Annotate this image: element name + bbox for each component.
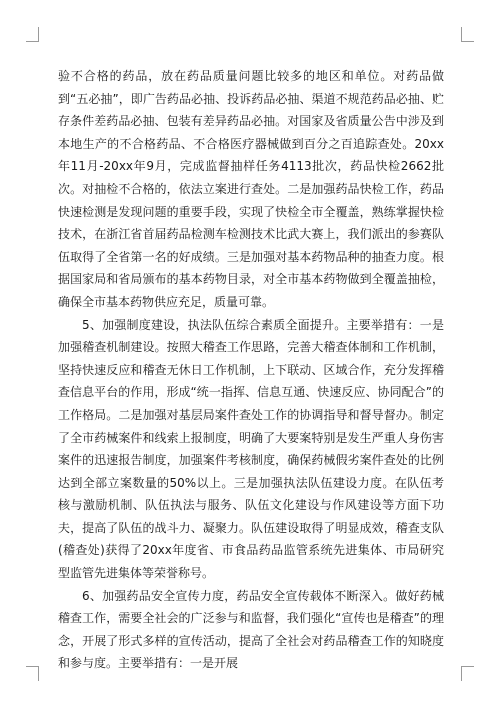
crop-mark-top-right — [461, 27, 474, 42]
paragraph-2: 5、加强制度建设，执法队伍综合素质全面提升。主要举措有：一是加强稽查机制建设。按照大稽查工作思路，完善大稽查体制和工作机制，坚持快速反应和稽查无休日工作机制，上下联动、区域合作，充分发挥稽查信息平台的作用，形成“统一指挥、信息互通、快速反应、协同配合”的工作格局。二是加强对基层局案件查处工作的协调指导和督导督办。制定了全市药械案件和线索上报制度，明确了大要案特别是发生严重人身伤害案件的迅速报告制度，加强案件考核制度，确保药械假劣案件查处的比例达到全部立案数量的50%以上。三是加强执法队伍建设力度。在队伍考核与激励机制、队伍执法与服务、队伍文化建设与作风建设等方面下功夫，提高了队伍的战斗力、凝聚力。队伍建设取得了明显成效，稽查支队(稽查处)获得了20xx年度省、市食品药品监管系统先进集体、市局研究型监管先进集体等荣誉称号。 — [58, 317, 444, 581]
paragraph-3: 6、加强药品安全宣传力度，药品安全宣传载体不断深入。做好药械稽查工作，需要全社会的广泛参与和监督，我们强化“宣传也是稽查”的理念，开展了形式多样的宣传活动，提高了全社会对药品稽查工作的知晓度和参与度。主要举措有：一是开展 — [58, 588, 444, 671]
crop-mark-bottom-right — [461, 666, 474, 681]
document-body — [58, 65, 444, 675]
paragraph-1: 验不合格的药品，放在药品质量问题比较多的地区和单位。对药品做到“五必抽”，即广告药品必抽、投诉药品必抽、渠道不规范药品必抽、贮存条件差药品必抽、包装有差异药品必抽。对国家及省质量公告中涉及到本地生产的不合格药品、不合格医疗器械做到百分之百追踪查处。20xx年11月-20xx年9月，完成监督抽样任务4113批次，药品快检2662批次。对抽检不合格的，依法立案进行查处。二是加强药品快检工作，药品快速检测是发现问题的重要手段，实现了快检全市全覆盖，熟练掌握快检技术，在浙江省首届药品检测车检测技术比武大赛上，我们派出的参赛队伍取得了全省第一名的好成绩。三是加强对基本药物品种的抽查力度。根据国家局和省局颁布的基本药物目录，对全市基本药物做到全覆盖抽检，确保全市基本药物供应充足，质量可靠。 — [58, 69, 444, 309]
crop-mark-bottom-left — [26, 666, 39, 681]
crop-mark-top-left — [26, 27, 39, 42]
